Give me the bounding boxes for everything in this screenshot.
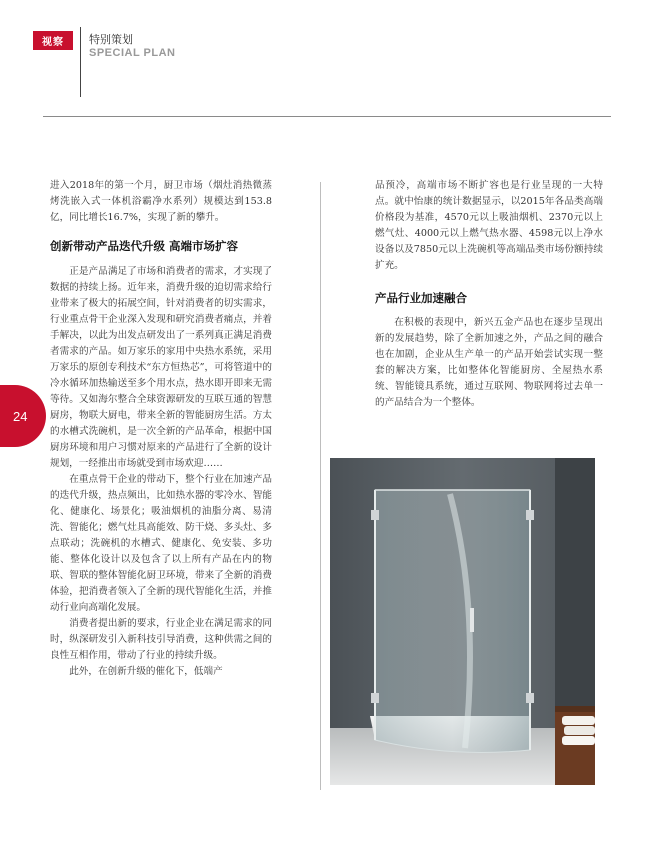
- section-heading-fusion: 产品行业加速融合: [375, 291, 467, 305]
- door-handle: [470, 608, 474, 632]
- left-column: [50, 178, 272, 680]
- hinge: [526, 693, 534, 703]
- header-divider: [80, 27, 81, 97]
- hinge: [371, 510, 379, 520]
- page-number-tab: [0, 385, 46, 447]
- body-paragraph: 在重点骨干企业的带动下，整个行业在加速产品的迭代升级，热点频出，比如热水器的零冷水、智能化、健康化、场景化；吸油烟机的油脂分离、易清洗、智能化；燃气灶具高能效、防干烧、多头灶、多点联动；洗碗机的水槽式、健康化、免安装、多功能、整体化设计以及包含了以上所有产品在内的物联、智联的整体智能化厨卫环境，带来了全新的消费体验，把消费者领入了全新的现代智能化生活，并推动行业向高端化发展。: [50, 474, 272, 613]
- section-title-cn: 特别策划: [89, 33, 133, 46]
- body-paragraph: 正是产品满足了市场和消费者的需求，才实现了数据的持续上扬。近年来，消费升级的迫切需求给行业带来了极大的拓展空间，针对消费者的切实需求，行业重点骨干企业深入发现和研究消费者痛点，并着手解决，以此为出发点研发出了一系列真正满足消费者需求的产品。如万家乐的家用中央热水系统，采用万家乐的原创专利技术“东方恒热芯”，可将管道中的冷水循环加热输送至多个用水点，热水即开即来无需等待。又如海尔整合全球资源研发的互联互通的智慧厨房，物联大厨电，带来全新的智能厨房生活。方太的水槽式洗碗机，是一次全新的产品革命，根据中国厨房环境和用户习惯对原来的产品进行了全新的设计规划，一经推出市场就受到市场欢迎……: [50, 266, 272, 469]
- towel-stack: [562, 716, 595, 725]
- magazine-logo: 视察: [33, 31, 73, 50]
- page-number: 24: [13, 408, 28, 424]
- body-paragraph: 在积极的表现中，新兴五金产品也在逐步呈现出新的发展趋势，除了全新加速之外，产品之间的融合也在加剧，企业从生产单一的产品开始尝试实现一整套的解决方案，比如整体化智能厨房、全屋热水系统、智能镜具系统，通过互联网、物联网将过去单一的产品结合为一个整体。: [375, 317, 603, 408]
- hinge: [526, 510, 534, 520]
- body-paragraph: 此外，在创新升级的催化下，低端产: [69, 666, 223, 677]
- section-heading-innovation: 创新带动产品迭代升级 高端市场扩容: [50, 239, 239, 253]
- section-title-en: SPECIAL PLAN: [89, 47, 176, 59]
- header-rule: [43, 116, 611, 117]
- continued-paragraph: 品预冷，高端市场不断扩容也是行业呈现的一大特点。就中怡康的统计数据显示，以2015年各品类高端价格段为基准，4570元以上吸油烟机、2370元以上燃气灶、4000元以上燃气热水器、4598元以上净水设备以及7850元以上洗碗机等高端品类市场份额持续扩充。: [375, 180, 603, 271]
- intro-paragraph: 进入2018年的第一个月，厨卫市场（烟灶消热微蒸烤洗嵌入式一体机浴霸净水系列）规模达到153.8亿，同比增长16.7%，实现了新的攀升。: [50, 180, 272, 223]
- body-paragraph: 消费者提出新的要求，行业企业在满足需求的同时，纵深研发引入新科技引导消费，这种供需之间的良性互相作用，带动了行业的持续升级。: [50, 618, 272, 661]
- column-divider: [320, 182, 321, 790]
- glass-panel: [375, 490, 530, 752]
- right-column: [375, 178, 603, 411]
- hinge: [371, 693, 379, 703]
- shower-enclosure-photo: [330, 458, 595, 785]
